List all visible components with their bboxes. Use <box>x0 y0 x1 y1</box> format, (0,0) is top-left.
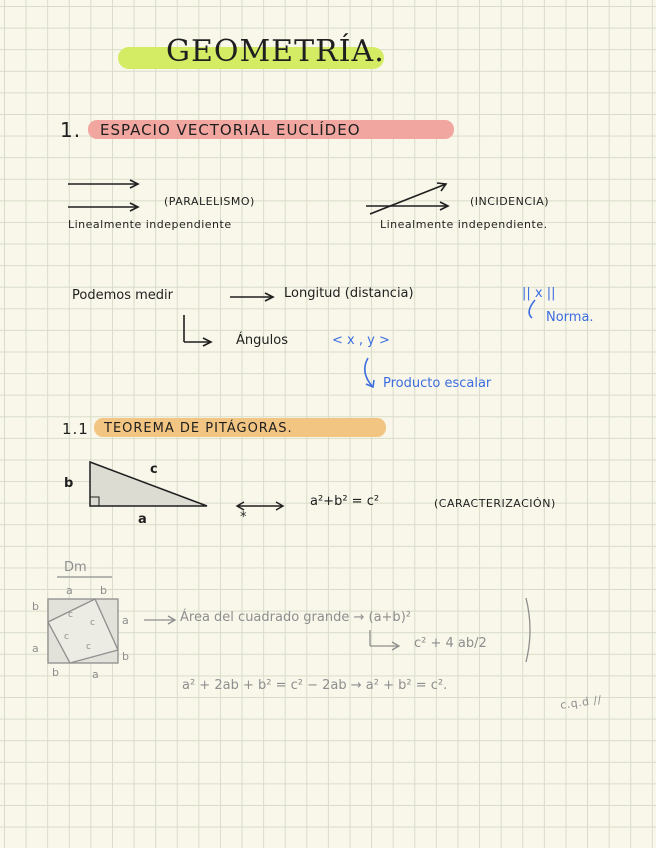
inner-label-c4: c <box>86 642 92 652</box>
subsection-heading: TEOREMA DE PITÁGORAS. <box>104 421 293 436</box>
double-arrow-icon <box>237 502 283 510</box>
star-mark: * <box>240 510 247 525</box>
square-label-top-b: b <box>100 584 108 597</box>
angles-label: Ángulos <box>236 333 288 348</box>
parallel-label: (PARALELISMO) <box>164 195 255 208</box>
square-label-right-a: a <box>122 614 130 627</box>
triangle-side-b: b <box>64 476 74 491</box>
demo-arrows-icon <box>144 598 530 662</box>
triangle-icon <box>90 462 207 506</box>
section-number: 1. <box>60 118 82 142</box>
blue-arrows-icon <box>365 300 535 387</box>
demo-label: Dm <box>64 560 87 575</box>
scalar-product-label: Producto escalar <box>383 376 492 391</box>
square-label-bottom-a: a <box>92 668 100 681</box>
incidence-label: (INCIDENCIA) <box>470 195 550 208</box>
incidence-arrows-icon <box>366 183 448 214</box>
area-text: Área del cuadrado grande → (a+b)² <box>180 610 411 625</box>
page-title: GEOMETRÍA. <box>166 34 385 69</box>
measure-lead: Podemos medir <box>72 288 173 303</box>
square-label-left-b: b <box>32 600 40 613</box>
square-label-top-a: a <box>66 584 74 597</box>
square-label-bottom-b: b <box>52 666 60 679</box>
square-label-left-a: a <box>32 642 40 655</box>
norm-label: Norma. <box>546 310 594 325</box>
independent-label: Linealmente independiente. <box>380 218 548 231</box>
characterization-note: (CARACTERIZACIÓN) <box>434 497 556 510</box>
subsection-number: 1.1 <box>62 420 89 438</box>
norm-symbol: || x || <box>522 286 556 301</box>
inner-label-c3: c <box>64 632 70 642</box>
inner-product-symbol: < x , y > <box>332 333 390 348</box>
triangle-side-a: a <box>138 512 147 527</box>
triangle-side-c: c <box>150 462 158 477</box>
inner-label-c1: c <box>68 610 74 620</box>
area-text-expansion: c² + 4 ab/2 <box>414 636 487 651</box>
section-heading: ESPACIO VECTORIAL EUCLÍDEO <box>100 121 361 139</box>
dependent-label: Linealmente independiente <box>68 218 232 231</box>
pythagoras-square-icon <box>48 577 118 663</box>
pythagoras-formula: a²+b² = c² <box>310 494 380 509</box>
inner-label-c2: c <box>90 618 96 628</box>
square-label-right-b: b <box>122 650 130 663</box>
parallel-arrows-icon <box>68 180 138 211</box>
qed-mark: c.q.d // <box>559 693 603 712</box>
length-label: Longitud (distancia) <box>284 286 414 301</box>
demo-equation: a² + 2ab + b² = c² − 2ab → a² + b² = c². <box>182 678 448 693</box>
